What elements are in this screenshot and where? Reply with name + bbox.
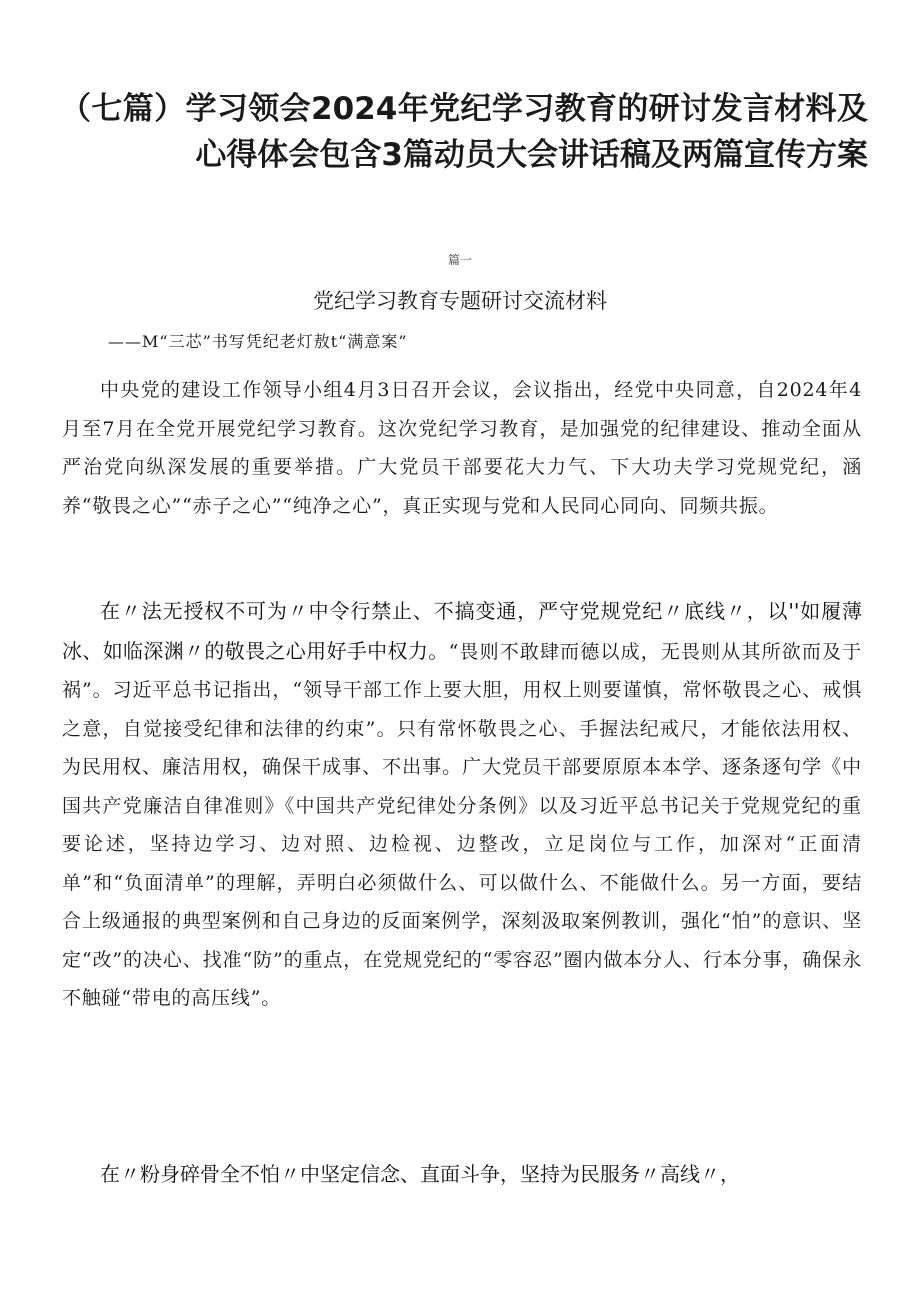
paragraph-body: 中央党的建设工作领导小组4月3日召开会议，会议指出，经党中央同意，自2024年4月至7月在全党开展党纪学习教育。这次党纪学习教育，是加强党的纪律建设、推动全面从严治党向纵深发展的重要举措。广大党员干部要花大力气、下大功夫学习党规党纪，涵养“敬畏之心”“赤子之心”“纯净之心”，真正实现与党和人民同心同向、同频共振。 xyxy=(62,379,862,517)
paragraph-service xyxy=(62,1155,862,1195)
section-title: 党纪学习教育专题研讨交流材料 xyxy=(313,289,607,313)
paragraph-body: “畏则不敢肆而德以成，无畏则从其所欲而及于祸”。习近平总书记指出，“领导干部工作上要大胆，用权上则要谨慎，常怀敬畏之心、戒惧之意，自觉接受纪律和法律的约束”。只有常怀敬畏之心、手握法纪戒尺，才能依法用权、为民用权、廉洁用权，确保干成事、不出事。广大党员干部要原原本本学、逐条逐句学《中国共产党廉洁自律准则》《中国共产党纪律处分条例》以及习近平总书记关于党规党纪的重要论述，坚持边学习、边对照、边检视、边整改，立足岗位与工作，加深对“正面清单”和“负面清单”的理解，弄明白必须做什么、可以做什么、不能做什么。另一方面，要结合上级通报的典型案例和自己身边的反面案例学，深刻汲取案例教训，强化“怕”的意识、坚定“改”的决心、找准“防”的重点，在党规党纪的“零容忍”圈内做本分人、行本分事，确保永不触碰“带电的高压线”。 xyxy=(62,640,863,1009)
paragraph-intro xyxy=(62,371,862,525)
paragraph-lead: 在〃粉身碎骨全不怕〃中坚定信念、直面斗争，坚持为民服务〃高线〃， xyxy=(100,1162,740,1186)
document-title: （七篇）学习领会2024年党纪学习教育的研讨发言材料及心得体会包含3篇动员大会讲话稿及两篇宣传方案 xyxy=(60,91,868,173)
paragraph-discipline xyxy=(62,592,862,1018)
section-subtitle: ——M“三芯”书写凭纪老灯敖t“满意案” xyxy=(108,332,408,351)
section-number: 篇一 xyxy=(447,253,472,267)
paragraph-lead: 在〃法无授权不可为〃中令行禁止、不搞变通，严守党规党纪〃底线〃，以''如履薄冰、如临深渊〃的敬畏之心用好手中权力。 xyxy=(62,599,862,663)
